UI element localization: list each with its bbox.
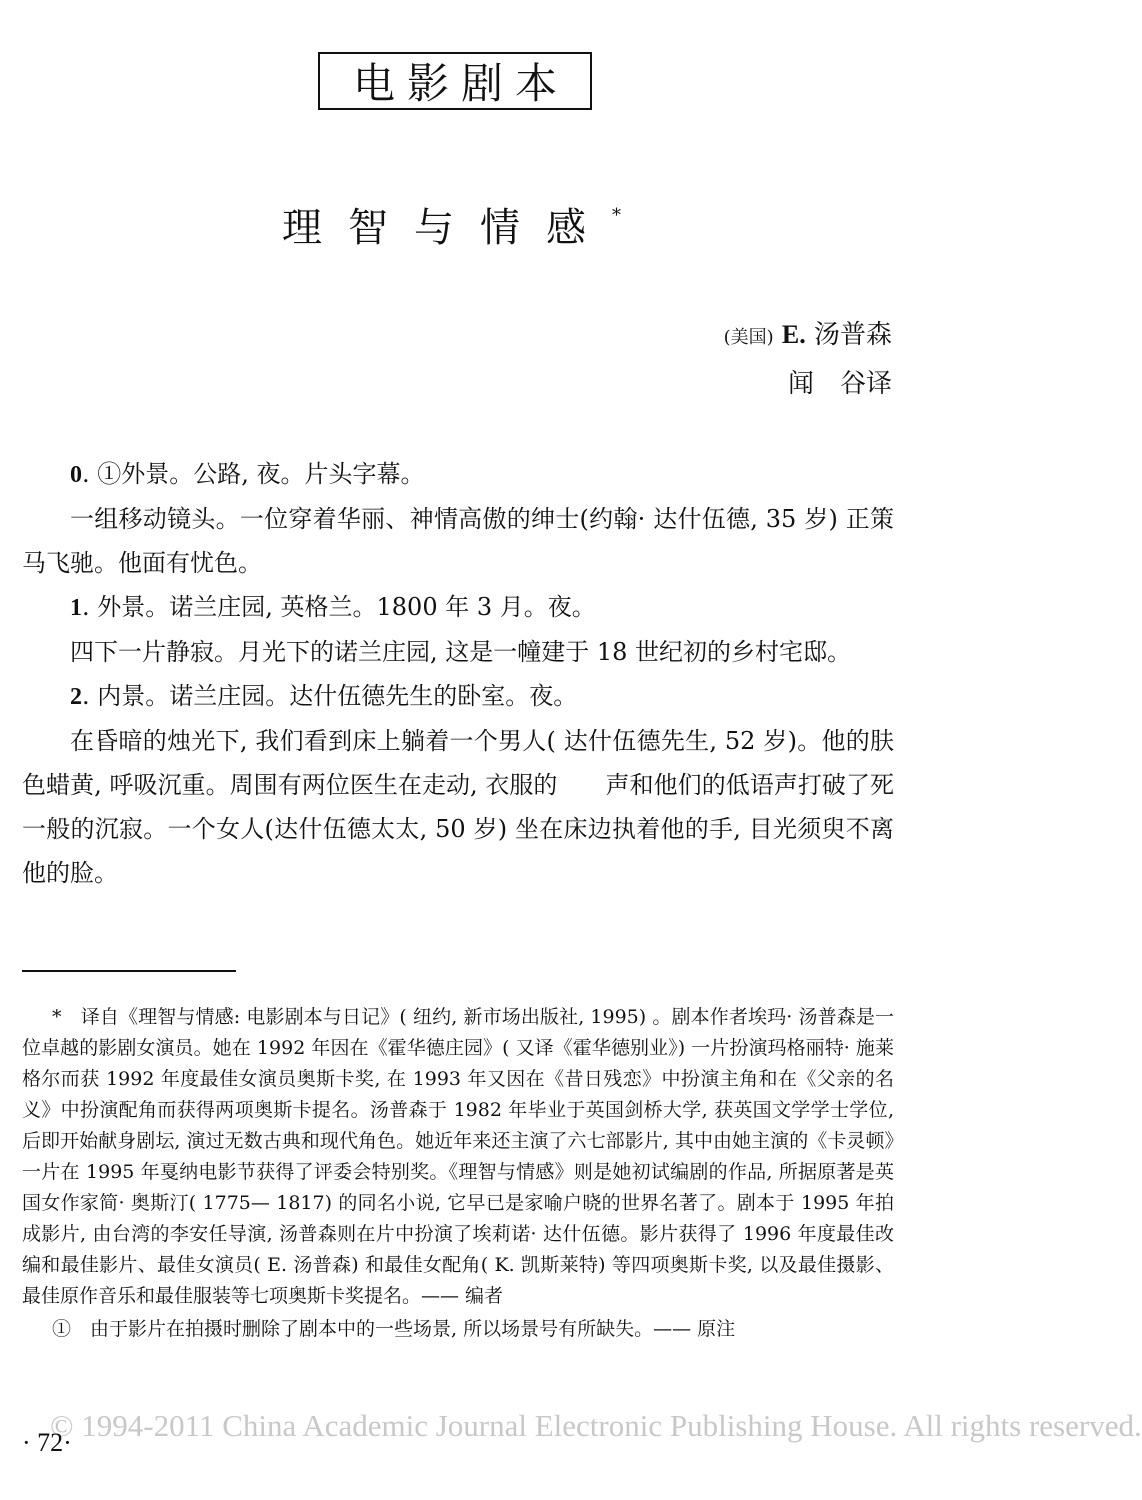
author-initial: E. xyxy=(781,320,806,349)
author-line xyxy=(724,312,892,361)
scene-number: 0 xyxy=(70,462,82,488)
scene-heading: 2. 内景。诺兰庄园。达什伍德先生的卧室。夜。 xyxy=(70,682,578,710)
title-footnote-mark: * xyxy=(612,204,621,226)
scene-paragraph: 一组移动镜头。一位穿着华丽、神情高傲的绅士(约翰· 达什伍德, 35 岁) 正策马飞驰。他面有忧色。 xyxy=(22,505,894,577)
article-title-text: 理智与情感 xyxy=(282,205,612,251)
script-body xyxy=(22,452,894,895)
author-name: 汤普森 xyxy=(813,320,892,350)
scene-heading: 1. 外景。诺兰庄园, 英格兰。1800 年 3 月。夜。 xyxy=(70,593,596,621)
scene-number: 2 xyxy=(70,684,82,710)
scene-number: 1 xyxy=(70,595,82,621)
section-label-box xyxy=(318,52,592,110)
footnotes xyxy=(22,1002,894,1345)
author-country: (美国) xyxy=(723,327,774,348)
copyright-watermark: © 1994-2011 China Academic Journal Electronic Publishing House. All rights reserved. xyxy=(50,1408,1142,1443)
scene-paragraph: 四下一片静寂。月光下的诺兰庄园, 这是一幢建于 18 世纪初的乡村宅邸。 xyxy=(70,638,852,666)
footnote-editor: * 译自《理智与情感: 电影剧本与日记》( 纽约, 新市场出版社, 1995) 。剧本作者埃玛· 汤普森是一位卓越的影剧女演员。她在 1992 年因在《霍华德庄园》( 又译《霍华德别业》) 一片扮演玛格丽特· 施莱格尔而获 1992 年度最佳女演员奥斯卡奖, 在 1993 年又因在《昔日残恋》中扮演主角和在《父亲的名义》中扮演配角而获得两项奥斯卡提名。汤普森于 1982 年毕业于英国剑桥大学, 获英国文学学士学位, 后即开始献身剧坛, 演过无数古典和现代角色。她近年来还主演了六七部影片, 其中由她主演的《卡灵顿》一片在 1995 年戛纳电影节获得了评委会特别奖。《理智与情感》则是她初试编剧的作品, 所据原著是英国女作家简· 奥斯汀( 1775— 1817) 的同名小说, 它早已是家喻户晓的世界名著了。剧本于 1995 年拍成影片, 由台湾的李安任导演, 汤普森则在片中扮演了埃莉诺· 达什伍德。影片获得了 1996 年度最佳改编和最佳影片、最佳女演员( E. 汤普森) 和最佳女配角( K. 凯斯莱特) 等四项奥斯卡奖, 以及最佳摄影、最佳原作音乐和最佳服装等七项奥斯卡奖提名。—— 编者 xyxy=(22,1006,894,1307)
page-number: · 72· xyxy=(22,1428,72,1457)
scene-heading: 0. ①外景。公路, 夜。片头字幕。 xyxy=(70,460,425,488)
footnote-original: ① 由于影片在拍摄时删除了剧本中的一些场景, 所以场景号有所缺失。—— 原注 xyxy=(52,1318,736,1340)
scene-paragraph: 在昏暗的烛光下, 我们看到床上躺着一个男人( 达什伍德先生, 52 岁)。他的肤色蜡黄, 呼吸沉重。周围有两位医生在走动, 衣服的 声和他们的低语声打破了死一般的沉寂。一个女人(达什伍德太太, 50 岁) 坐在床边执着他的手, 目光须臾不离他的脸。 xyxy=(22,727,894,887)
section-label: 电影剧本 xyxy=(352,59,569,108)
footnote-divider xyxy=(22,970,236,972)
article-title xyxy=(282,196,621,253)
byline xyxy=(724,312,892,407)
translator-line: 闻 谷译 xyxy=(787,369,892,399)
